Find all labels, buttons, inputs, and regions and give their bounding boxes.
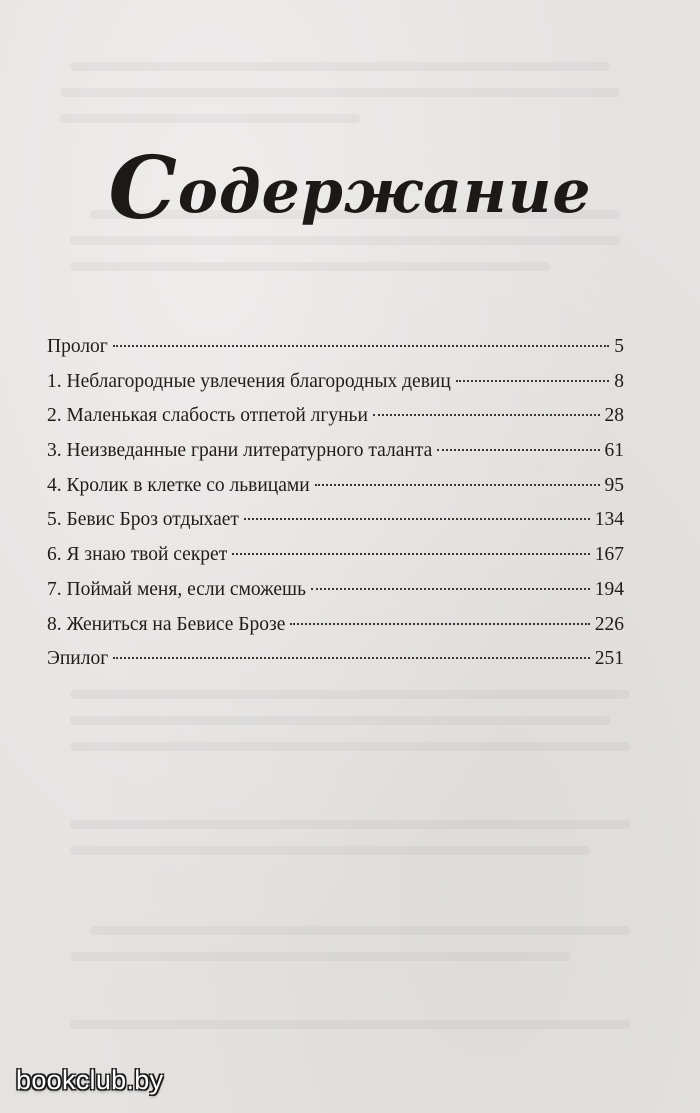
dot-leader bbox=[315, 484, 600, 486]
dot-leader bbox=[456, 380, 609, 382]
toc-entry bbox=[47, 333, 624, 368]
dot-leader bbox=[113, 657, 590, 659]
table-of-contents bbox=[47, 333, 624, 680]
toc-entry bbox=[47, 645, 624, 680]
toc-entry-page-number: 194 bbox=[594, 578, 624, 600]
toc-entry-page-number: 251 bbox=[594, 648, 624, 670]
toc-entry-page-number: 61 bbox=[604, 440, 624, 462]
toc-entry-title: 8. Жениться на Бевисе Брозе bbox=[47, 613, 286, 635]
bleed-through-line bbox=[70, 716, 610, 725]
toc-entry-page-number: 8 bbox=[614, 370, 624, 392]
bleed-through-line bbox=[70, 820, 630, 829]
toc-entry-title: 6. Я знаю твой секрет bbox=[47, 544, 228, 566]
toc-entry bbox=[47, 541, 624, 576]
toc-entry-title: 5. Бевис Броз отдыхает bbox=[47, 509, 239, 531]
toc-entry-title: 2. Маленькая слабость отпетой лгуньи bbox=[47, 405, 368, 427]
dot-leader bbox=[311, 588, 590, 590]
dot-leader bbox=[113, 345, 609, 347]
toc-entry-page-number: 226 bbox=[594, 613, 624, 635]
dot-leader bbox=[232, 553, 590, 555]
toc-entry-title: 1. Неблагородные увлечения благородных девиц bbox=[47, 370, 451, 392]
toc-entry-title: Эпилог bbox=[47, 648, 109, 670]
toc-entry bbox=[47, 506, 624, 541]
bleed-through-line bbox=[70, 952, 570, 961]
toc-entry-page-number: 28 bbox=[604, 405, 624, 427]
bleed-through-line bbox=[70, 62, 610, 71]
toc-entry bbox=[47, 402, 624, 437]
toc-entry bbox=[47, 611, 624, 646]
toc-entry bbox=[47, 368, 624, 403]
title-rest: одержание bbox=[177, 157, 592, 227]
toc-entry bbox=[47, 576, 624, 611]
bleed-through-line bbox=[70, 742, 630, 751]
dot-leader bbox=[373, 414, 600, 416]
bleed-through-line bbox=[60, 114, 360, 123]
toc-entry bbox=[47, 437, 624, 472]
toc-entry-page-number: 5 bbox=[614, 336, 624, 357]
bleed-through-line bbox=[70, 690, 630, 699]
toc-entry bbox=[47, 472, 624, 507]
dot-leader bbox=[244, 518, 590, 520]
bleed-through-line bbox=[90, 926, 630, 935]
bleed-through-line bbox=[70, 846, 590, 855]
toc-entry-title: 7. Поймай меня, если сможешь bbox=[47, 578, 306, 600]
dot-leader bbox=[290, 623, 589, 625]
toc-entry-page-number: 167 bbox=[594, 544, 624, 566]
page-title bbox=[0, 138, 700, 239]
site-watermark: bookclub.by bbox=[16, 1065, 164, 1095]
bleed-through-line bbox=[70, 1020, 630, 1029]
dot-leader bbox=[437, 449, 599, 451]
toc-entry-title: Пролог bbox=[47, 336, 108, 357]
toc-entry-page-number: 134 bbox=[594, 509, 624, 531]
bleed-through-line bbox=[60, 88, 620, 97]
bleed-through-line bbox=[70, 262, 550, 271]
toc-entry-page-number: 95 bbox=[604, 474, 624, 496]
title-initial: С bbox=[108, 138, 178, 239]
toc-entry-title: 3. Неизведанные грани литературного таланта bbox=[47, 440, 433, 462]
toc-entry-title: 4. Кролик в клетке со львицами bbox=[47, 474, 310, 496]
